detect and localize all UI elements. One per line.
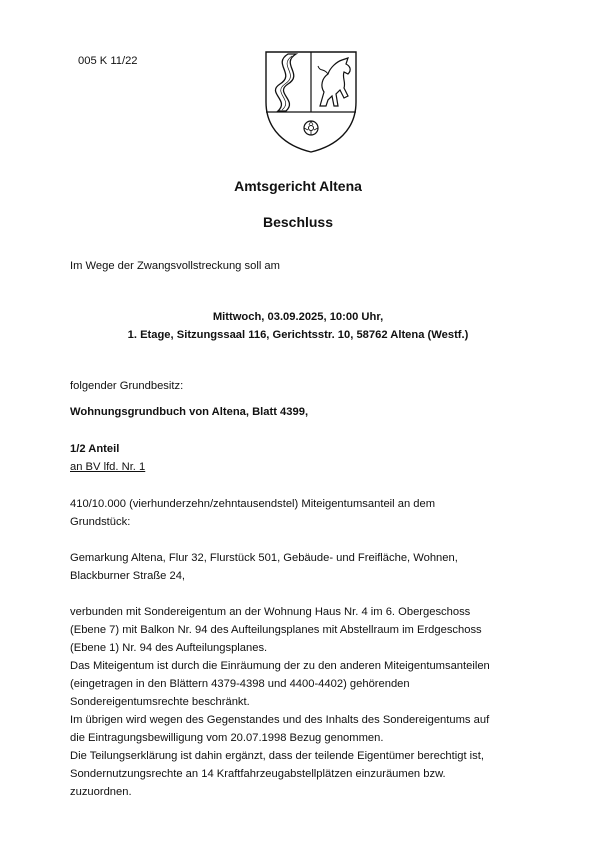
parcel-line: Blackburner Straße 24,: [70, 570, 186, 582]
body-line: Im übrigen wird wegen des Gegenstandes und des Inhalts des Sondereigentums auf: [70, 714, 490, 726]
intro-text: Im Wege der Zwangsvollstreckung soll am: [70, 260, 280, 272]
body-line: Sondereigentumsrechte beschränkt.: [70, 696, 250, 708]
parcel-line: Gemarkung Altena, Flur 32, Flurstück 501, Gebäude- und Freifläche, Wohnen,: [70, 552, 458, 564]
case-reference: 005 K 11/22: [78, 55, 138, 67]
body-line: Die Teilungserklärung ist dahin ergänzt, dass der teilende Eigentümer berechtigt ist,: [70, 750, 484, 762]
auction-location: 1. Etage, Sitzungssaal 116, Gerichtsstr. 10, 58762 Altena (Westf.): [127, 329, 469, 341]
share-description-line: 410/10.000 (vierhunderzehn/zehntausendstel) Miteigentumsanteil an dem: [70, 498, 436, 510]
document-type-title: Beschluss: [262, 214, 334, 230]
body-line: zuzuordnen.: [70, 786, 132, 798]
court-name: Amtsgericht Altena: [234, 178, 362, 194]
body-line: (Ebene 7) mit Balkon Nr. 94 des Aufteilungsplanes mit Abstellraum im Erdgeschoss: [70, 624, 482, 636]
coat-of-arms-emblem: [258, 50, 364, 154]
share-description-line: Grundstück:: [70, 516, 131, 528]
auction-date: Mittwoch, 03.09.2025, 10:00 Uhr,: [212, 311, 384, 323]
share-reference: an BV lfd. Nr. 1: [70, 461, 146, 473]
body-line: (eingetragen in den Blättern 4379-4398 und 4400-4402) gehörenden: [70, 678, 410, 690]
body-line: verbunden mit Sondereigentum an der Wohnung Haus Nr. 4 im 6. Obergeschoss: [70, 606, 471, 618]
body-line: die Eintragungsbewilligung vom 20.07.1998 Bezug genommen.: [70, 732, 384, 744]
body-line: Sondernutzungsrechte an 14 Kraftfahrzeugabstellplätzen einzuräumen bzw.: [70, 768, 446, 780]
share-title: 1/2 Anteil: [70, 443, 120, 455]
land-register: Wohnungsgrundbuch von Altena, Blatt 4399,: [70, 406, 309, 418]
body-line: Das Miteigentum ist durch die Einräumung der zu den anderen Miteigentumsanteilen: [70, 660, 490, 672]
body-line: (Ebene 1) Nr. 94 des Aufteilungsplanes.: [70, 642, 268, 654]
property-intro: folgender Grundbesitz:: [70, 380, 184, 392]
